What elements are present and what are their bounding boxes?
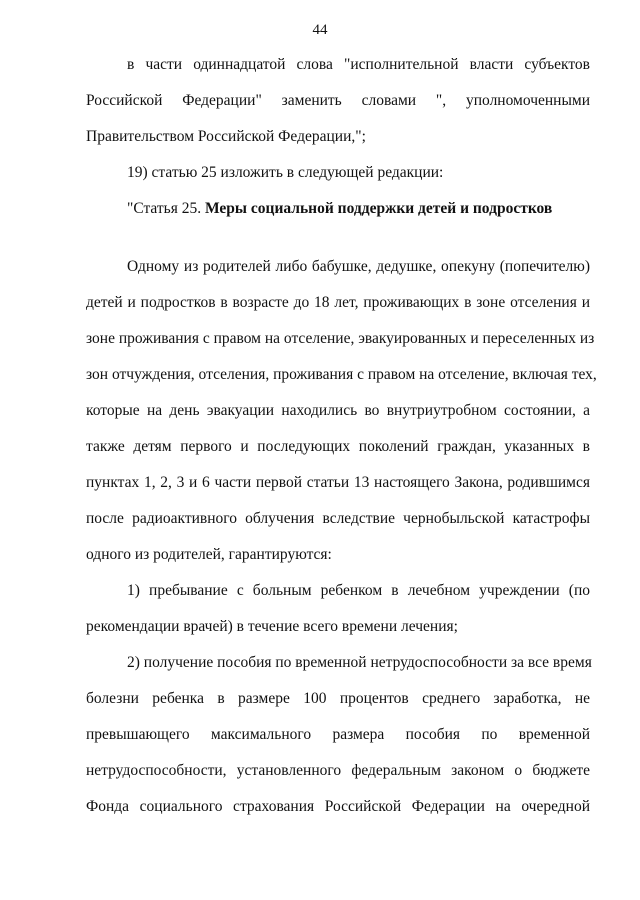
text-line: которые на день эвакуации находились во внутриутробном состоянии, а — [86, 402, 590, 419]
text-line: также детям первого и последующих поколений граждан, указанных в — [86, 438, 590, 455]
text-line: в части одиннадцатой слова "исполнительной власти субъектов — [127, 56, 590, 73]
text-line: болезни ребенка в размере 100 процентов среднего заработка, не — [86, 690, 590, 707]
text-line: зоне проживания с правом на отселение, эвакуированных и переселенных из — [86, 330, 595, 347]
text-line: зон отчуждения, отселения, проживания с правом на отселение, включая тех, — [86, 366, 597, 383]
text-line: превышающего максимального размера пособия по временной — [86, 726, 590, 743]
list-item-2: 2) получение пособия по временной нетрудоспособности за все время — [127, 654, 592, 671]
page-number: 44 — [312, 22, 328, 38]
amendment-item: 19) статью 25 изложить в следующей редакции: — [127, 164, 444, 181]
text-line: нетрудоспособности, установленного федеральным законом о бюджете — [86, 762, 590, 779]
text-line: пунктах 1, 2, 3 и 6 части первой статьи 13 настоящего Закона, родившимся — [86, 474, 590, 491]
text-line: после радиоактивного облучения вследствие чернобыльской катастрофы — [86, 510, 590, 527]
text-line: детей и подростков в возрасте до 18 лет, проживающих в зоне отселения и — [86, 294, 590, 311]
text-line: Правительством Российской Федерации,"; — [86, 128, 366, 145]
text-line: одного из родителей, гарантируются: — [86, 546, 332, 563]
list-item-1: 1) пребывание с больным ребенком в лечебном учреждении (по — [127, 582, 590, 599]
article-heading — [127, 199, 590, 219]
article-number: "Статья 25. — [127, 200, 202, 217]
text-line: рекомендации врачей) в течение всего времени лечения; — [86, 618, 458, 635]
article-title: Меры социальной поддержки детей и подростков — [205, 200, 553, 217]
text-line: Фонда социального страхования Российской Федерации на очередной — [86, 798, 590, 815]
text-line: Одному из родителей либо бабушке, дедушке, опекуну (попечителю) — [127, 258, 590, 275]
text-line: Российской Федерации" заменить словами ", уполномоченными — [86, 92, 590, 109]
